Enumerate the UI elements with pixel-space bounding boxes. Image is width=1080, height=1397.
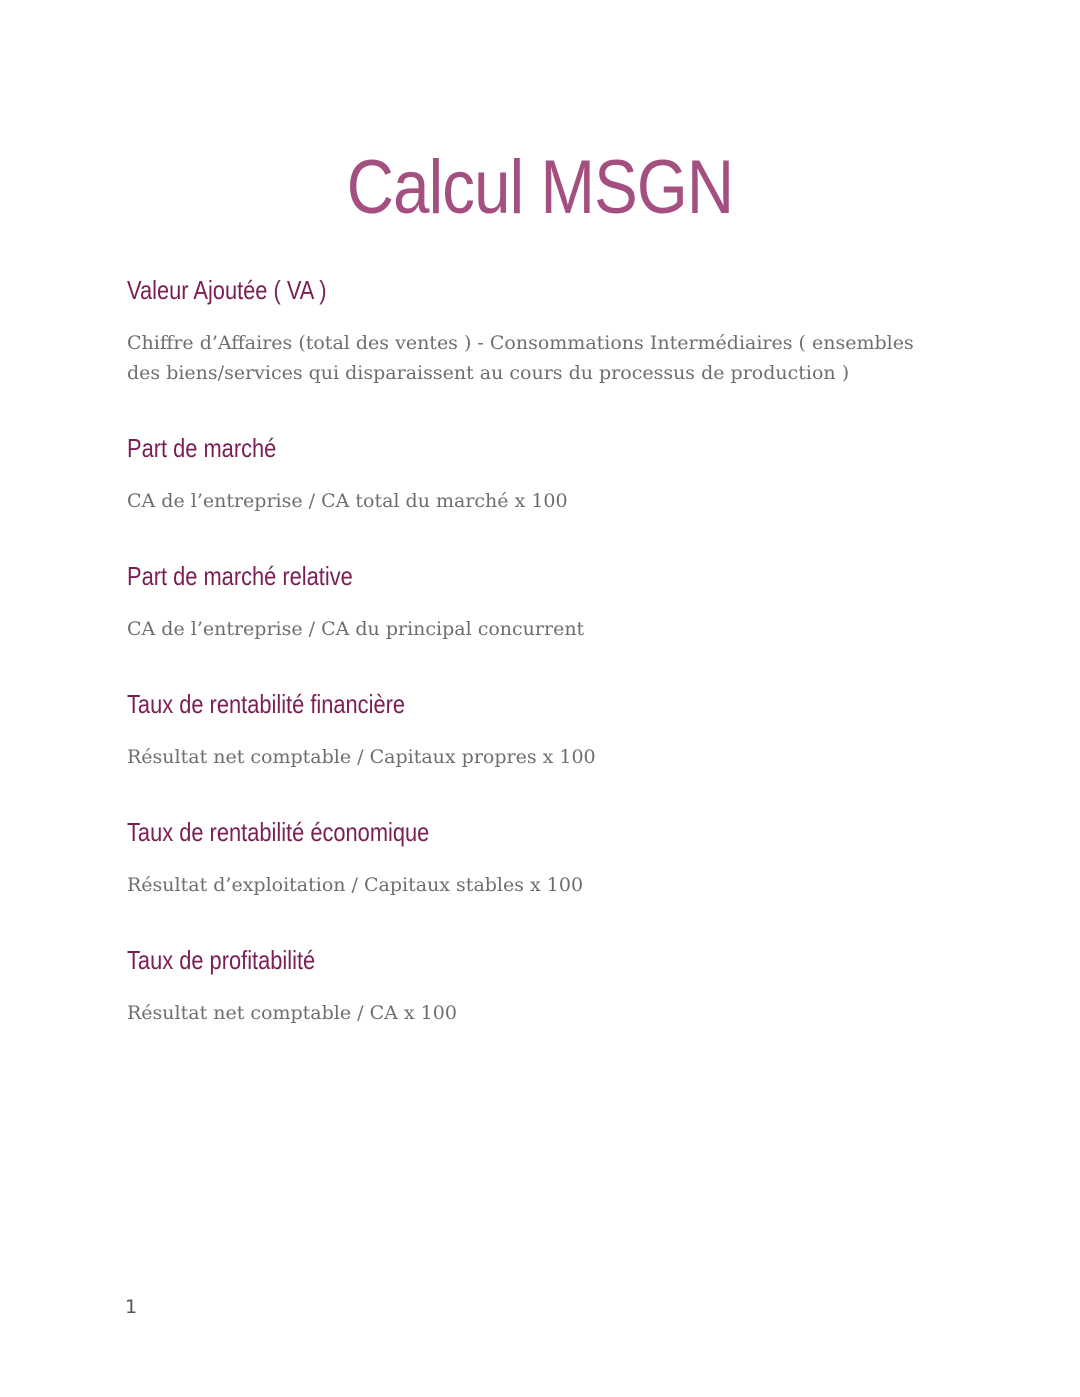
section-formula: Résultat net comptable / CA x 100 (127, 1002, 457, 1024)
section-heading: Part de marché (127, 433, 277, 463)
section-valeur-ajoutee (127, 272, 947, 388)
section-part-de-marche-relative (127, 558, 947, 644)
section-part-de-marche (127, 430, 947, 516)
section-profitabilite (127, 942, 947, 1028)
section-rentabilite-financiere (127, 686, 947, 772)
section-formula: CA de l’entreprise / CA du principal concurrent (127, 618, 585, 640)
section-heading: Taux de profitabilité (127, 945, 316, 975)
section-formula: Chiffre d’Affaires (total des ventes ) - Consommations Intermédiaires ( ensembles des biens/services qui disparaissent au cours du processus de production ) (127, 332, 914, 384)
page-title: Calcul MSGN (346, 145, 734, 230)
section-formula: CA de l’entreprise / CA total du marché x 100 (127, 490, 568, 512)
section-formula: Résultat net comptable / Capitaux propres x 100 (127, 746, 596, 768)
section-rentabilite-economique (127, 814, 947, 900)
page-number: 1 (125, 1296, 138, 1318)
section-formula: Résultat d’exploitation / Capitaux stables x 100 (127, 874, 584, 896)
sections-list (127, 272, 947, 1028)
section-heading: Taux de rentabilité financière (127, 689, 406, 719)
section-heading: Taux de rentabilité économique (127, 817, 430, 847)
section-heading: Valeur Ajoutée ( VA ) (127, 275, 327, 305)
section-heading: Part de marché relative (127, 561, 353, 591)
